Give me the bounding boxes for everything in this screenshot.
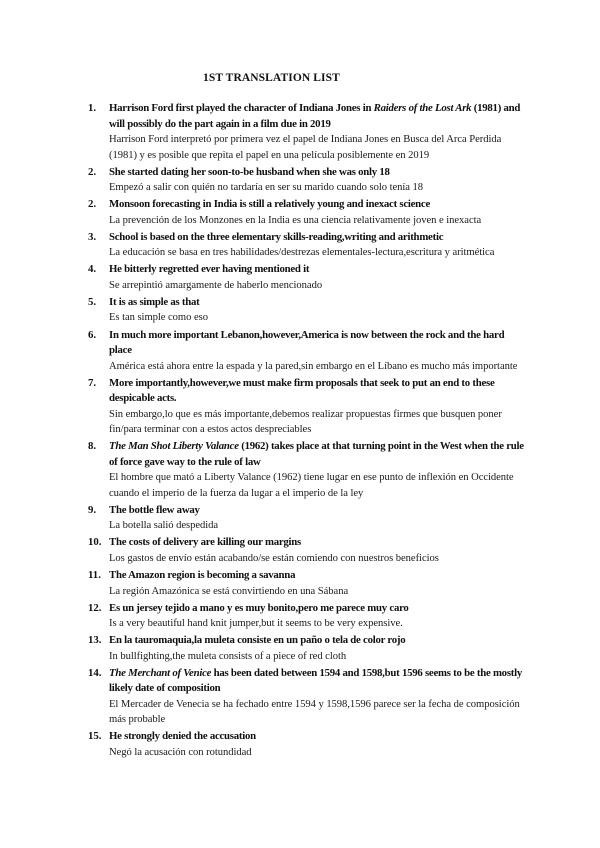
english-sentence: Monsoon forecasting in India is still a relatively young and inexact science [109, 198, 431, 211]
english-sentence: In much more important Lebanon,however,America is now between the rock and the hard place [109, 328, 505, 357]
translation-text: Se arrepintió amargamente de haberlo mencionado [109, 279, 323, 291]
item-number: 5. [88, 295, 97, 308]
translation-text: La región Amazónica se está convirtiendo en una Sábana [109, 585, 349, 597]
translation-text: Harrison Ford interpretó por primera vez el papel de Indiana Jones en Busca del Arca Perdida (1981) y es posible que repita el papel en una película posiblemente en 2019 [109, 134, 502, 161]
list-item [88, 666, 528, 728]
item-number: 11. [88, 569, 101, 582]
english-sentence: The costs of delivery are killing our margins [109, 536, 301, 549]
translation-text: El hombre que mató a Liberty Valance (1962) tiene lugar en ese punto de inflexión en Occidente cuando el imperio de la fuerza da lugar a el imperio de la ley [109, 472, 514, 499]
english-sentence: The Merchant of Venice has been dated between 1594 and 1598,but 1596 seems to be the mostly likely date of composition [109, 666, 523, 695]
english-sentence: Harrison Ford first played the character of Indiana Jones in Raiders of the Lost Ark (1981) and will possibly do the part again in a film due in 2019 [109, 102, 521, 130]
item-number: 12. [88, 601, 102, 614]
english-sentence: More importantly,however,we must make firm proposals that seek to put an end to these despicable acts. [109, 376, 495, 405]
item-number: 2. [88, 165, 97, 178]
english-sentence: School is based on the three elementary skills-reading,writing and arithmetic [109, 230, 444, 243]
english-sentence: The bottle flew away [109, 503, 200, 516]
list-item [88, 601, 528, 632]
translation-text: El Mercader de Venecia se ha fechado entre 1594 y 1598,1596 parece ser la fecha de composición más probable [109, 698, 520, 726]
item-number: 13. [88, 634, 102, 647]
list-item [88, 503, 528, 534]
english-sentence: He strongly denied the accusation [109, 730, 256, 743]
translation-text: América está ahora entre la espada y la pared,sin embargo en el Líbano es mucho más importante [109, 360, 518, 372]
list-item [88, 535, 528, 566]
item-number: 9. [88, 503, 97, 516]
list-item [88, 295, 528, 326]
english-sentence: The Amazon region is becoming a savanna [109, 569, 296, 582]
translation-text: Es tan simple como eso [109, 312, 208, 324]
list-item [88, 376, 528, 438]
item-number: 7. [88, 376, 97, 389]
list-item [88, 197, 528, 228]
english-sentence: She started dating her soon-to-be husband when she was only 18 [109, 165, 390, 178]
translation-list [88, 101, 528, 762]
document-title: 1ST TRANSLATION LIST [203, 72, 340, 84]
item-number: 10. [88, 536, 102, 549]
translation-text: La educación se basa en tres habilidades/destrezas elementales-lectura,escritura y aritmética [109, 247, 495, 259]
list-item [88, 165, 528, 196]
list-item [88, 439, 528, 501]
item-number: 14. [88, 666, 102, 679]
film-title: Raiders of the Lost Ark [373, 102, 472, 114]
list-item [88, 328, 528, 375]
list-item [88, 568, 528, 599]
item-number: 8. [88, 440, 97, 453]
item-number: 3. [88, 230, 97, 243]
film-title: The Man Shot Liberty Valance [109, 440, 239, 453]
item-number: 15. [88, 730, 102, 743]
translation-text: La botella salió despedida [109, 520, 219, 532]
item-number: 1. [88, 102, 97, 114]
item-number: 2. [88, 198, 97, 211]
list-item [88, 729, 528, 760]
translation-text: Empezó a salir con quién no tardaría en ser su marido cuando solo tenía 18 [109, 182, 424, 194]
spanish-sentence: En la tauromaquia,la muleta consiste en un paño o tela de color rojo [109, 634, 406, 647]
translation-text: In bullfighting,the muleta consists of a piece of red cloth [109, 650, 347, 662]
translation-text: Sin embargo,lo que es más importante,debemos realizar propuestas firmes que busquen poner fin/para terminar con a estos actos despreciables [109, 408, 502, 436]
item-number: 6. [88, 328, 97, 341]
english-sentence: He bitterly regretted ever having mentioned it [109, 263, 310, 276]
translation-text: Negó la acusación con rotundidad [109, 746, 252, 758]
english-sentence: It is as simple as that [109, 295, 200, 308]
list-item [88, 633, 528, 664]
list-item [88, 230, 528, 261]
english-sentence: The Man Shot Liberty Valance (1962) takes place at that turning point in the West when the rule of force gave way to the rule of law [109, 440, 524, 468]
list-item [88, 101, 528, 163]
translation-text: La prevención de los Monzones en la India es una ciencia relativamente joven e inexacta [109, 214, 482, 226]
translation-text: Is a very beautiful hand knit jumper,but it seems to be very expensive. [109, 618, 403, 630]
list-item [88, 262, 528, 293]
play-title: The Merchant of Venice [109, 666, 212, 679]
spanish-sentence: Es un jersey tejido a mano y es muy bonito,pero me parece muy caro [109, 601, 409, 614]
item-number: 4. [88, 263, 97, 276]
translation-text: Los gastos de envío están acabando/se están comiendo con nuestros beneficios [109, 552, 439, 564]
